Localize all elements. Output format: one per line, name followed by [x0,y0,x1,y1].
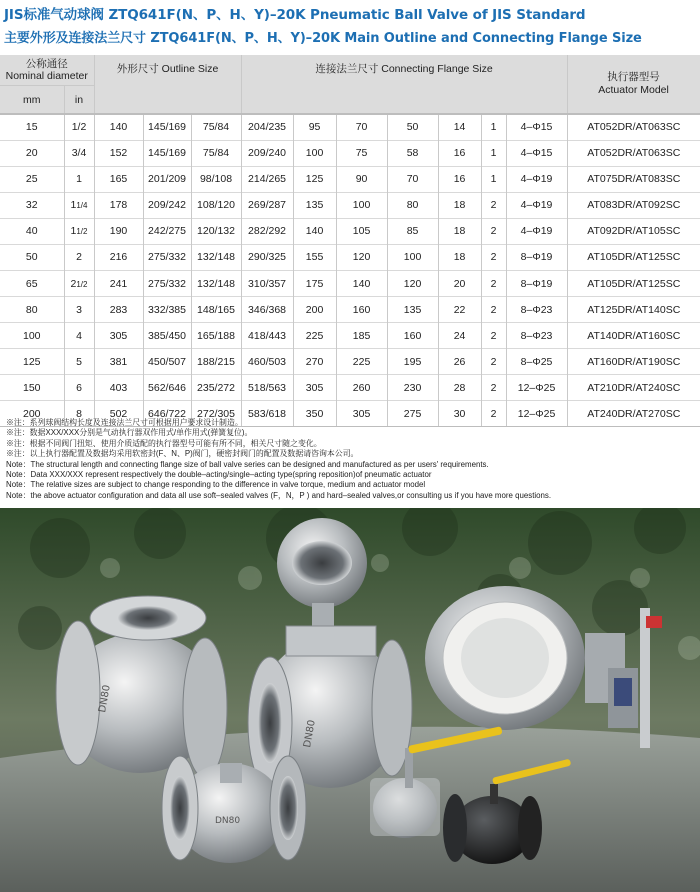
page-title: JIS标准气动球阀 ZTQ641F(N、P、H、Y)–20K Pneumatic Ball Valve of JIS Standard [4,7,586,23]
cell-f: 1 [481,166,506,192]
cell-L2: 75/84 [191,114,241,140]
cell-in: 11/2 [64,218,94,244]
cell-D1: 305 [336,401,387,427]
note-line: Note：The relative sizes are subject to change responding to the difference in valve torque, medium and actuator model [6,480,426,490]
cell-L1: 332/385 [143,297,191,323]
cell-nd: 8–Φ19 [506,270,567,296]
cell-H: 290/325 [241,244,293,270]
cell-in: 8 [64,401,94,427]
cell-L: 241 [94,270,143,296]
cell-D1: 185 [336,323,387,349]
cell-D: 100 [293,140,336,166]
cell-in: 3 [64,297,94,323]
cell-actuator: AT240DR/AT270SC [567,401,700,427]
cell-f: 1 [481,114,506,140]
cell-D: 155 [293,244,336,270]
cell-in: 1/2 [64,114,94,140]
cell-mm: 150 [0,375,64,401]
cell-C: 22 [438,297,481,323]
cell-nd: 4–Φ15 [506,140,567,166]
cell-D: 175 [293,270,336,296]
table-row [0,297,700,323]
cell-D: 270 [293,349,336,375]
cell-D1: 140 [336,270,387,296]
note-line: ※注：数据XXX/XXX分别是气动执行器双作用式/单作用式(弹簧复位)。 [6,428,253,438]
cell-L: 502 [94,401,143,427]
cell-actuator: AT160DR/AT190SC [567,349,700,375]
cell-L2: 132/148 [191,244,241,270]
cell-L2: 98/108 [191,166,241,192]
cell-C: 16 [438,140,481,166]
cell-D2: 85 [387,218,438,244]
cell-D1: 260 [336,375,387,401]
cell-D: 305 [293,375,336,401]
table-row [0,166,700,192]
cell-nd: 8–Φ23 [506,297,567,323]
cell-C: 18 [438,218,481,244]
cell-mm: 15 [0,114,64,140]
cell-D: 140 [293,218,336,244]
cell-D2: 135 [387,297,438,323]
cell-L: 403 [94,375,143,401]
cell-D2: 160 [387,323,438,349]
cell-in: 1 [64,166,94,192]
cell-C: 30 [438,401,481,427]
cell-D: 350 [293,401,336,427]
cell-D: 225 [293,323,336,349]
cell-H: 310/357 [241,270,293,296]
cell-L: 178 [94,192,143,218]
actuator-model-header: 执行器型号 Actuator Model [567,55,700,114]
cell-actuator: AT052DR/AT063SC [567,140,700,166]
stainless-flanged-valve-small [162,756,306,863]
valve-tag: DN80 [97,684,113,714]
cell-mm: 65 [0,270,64,296]
cell-H: 282/292 [241,218,293,244]
cell-L: 140 [94,114,143,140]
cell-D2: 58 [387,140,438,166]
cell-D2: 50 [387,114,438,140]
note-line: Note：The structural length and connecting flange size of ball valve series can be designed and manufactured as per users' requirements. [6,459,489,469]
cell-mm: 20 [0,140,64,166]
cell-nd: 4–Φ19 [506,218,567,244]
cell-H: 460/503 [241,349,293,375]
cell-f: 2 [481,192,506,218]
table-row [0,244,700,270]
valve-tag: DN80 [302,719,318,749]
cell-f: 2 [481,218,506,244]
cell-D1: 100 [336,192,387,218]
col-mm: mm [0,86,64,115]
cell-L2: 148/165 [191,297,241,323]
cell-D: 125 [293,166,336,192]
cell-actuator: AT083DR/AT092SC [567,192,700,218]
table-row [0,270,700,296]
cell-L: 165 [94,166,143,192]
note-line: Note：Data XXX/XXX represent respectively the double–acting/single–acting type(spring reposition)of pneumatic actuator [6,470,432,480]
cell-C: 26 [438,349,481,375]
cell-nd: 8–Φ25 [506,349,567,375]
cell-nd: 8–Φ23 [506,323,567,349]
cell-D2: 195 [387,349,438,375]
note-line: Note：the above actuator configuration and data all use soft–sealed valves (F，N，P ) and hard–sealed valves,or consulting us if you have more questions. [6,490,552,500]
cell-C: 18 [438,192,481,218]
note-line: ※注：系列球阀结构长度及连接法兰尺寸可根据用户要求设计制造。 [6,418,243,427]
cell-f: 2 [481,401,506,427]
cell-L2: 165/188 [191,323,241,349]
valve-tag: DN80 [215,816,241,826]
cell-nd: 4–Φ19 [506,166,567,192]
notes-block [6,418,696,501]
table-row [0,323,700,349]
table-row [0,114,700,140]
cell-f: 2 [481,375,506,401]
cell-L2: 120/132 [191,218,241,244]
cell-L1: 201/209 [143,166,191,192]
cell-mm: 50 [0,244,64,270]
cell-D: 135 [293,192,336,218]
cell-in: 4 [64,323,94,349]
cell-D1: 70 [336,114,387,140]
cell-D1: 160 [336,297,387,323]
note-line: ※注：以上执行器配置及数据均采用软密封(F、N、P)阀门，硬密封阀门的配置及数据请咨询本公司。 [6,449,359,459]
cell-L1: 275/332 [143,270,191,296]
cell-nd: 12–Φ25 [506,375,567,401]
cell-D2: 80 [387,192,438,218]
cell-mm: 25 [0,166,64,192]
outline-size-header: 外形尺寸 Outline Size [94,55,241,114]
cell-nd: 4–Φ15 [506,114,567,140]
cell-in: 5 [64,349,94,375]
cell-L2: 235/272 [191,375,241,401]
cell-H: 209/240 [241,140,293,166]
cell-mm: 125 [0,349,64,375]
cell-D1: 120 [336,244,387,270]
cell-mm: 200 [0,401,64,427]
cell-L1: 275/332 [143,244,191,270]
cell-L: 381 [94,349,143,375]
product-photo [0,508,700,892]
cell-f: 2 [481,323,506,349]
cell-H: 204/235 [241,114,293,140]
table-row [0,375,700,401]
cell-nd: 8–Φ19 [506,244,567,270]
cell-in: 2 [64,244,94,270]
cell-actuator: AT125DR/AT140SC [567,297,700,323]
cell-L2: 272/305 [191,401,241,427]
cell-L: 305 [94,323,143,349]
cell-C: 28 [438,375,481,401]
cell-L2: 108/120 [191,192,241,218]
dimension-table [0,55,700,427]
cell-H: 346/368 [241,297,293,323]
cell-mm: 32 [0,192,64,218]
cell-L1: 646/722 [143,401,191,427]
table-row [0,192,700,218]
cell-mm: 40 [0,218,64,244]
col-in: in [64,86,94,115]
cell-L1: 562/646 [143,375,191,401]
cell-f: 1 [481,140,506,166]
table-row [0,349,700,375]
cell-in: 3/4 [64,140,94,166]
cell-C: 16 [438,166,481,192]
cell-L1: 450/507 [143,349,191,375]
cell-actuator: AT210DR/AT240SC [567,375,700,401]
cell-D2: 70 [387,166,438,192]
cell-f: 2 [481,349,506,375]
cell-L1: 209/242 [143,192,191,218]
cell-L: 190 [94,218,143,244]
cell-mm: 100 [0,323,64,349]
cell-D: 200 [293,297,336,323]
cell-D: 95 [293,114,336,140]
cell-D1: 225 [336,349,387,375]
cell-C: 14 [438,114,481,140]
cell-L1: 385/450 [143,323,191,349]
cell-nd: 4–Φ19 [506,192,567,218]
note-line: ※注：根据不同阀门扭矩、使用介质适配的执行器型号可能有所不同，相关尺寸随之变化。 [6,438,322,448]
cell-actuator: AT075DR/AT083SC [567,166,700,192]
cell-H: 269/287 [241,192,293,218]
table-row [0,140,700,166]
cell-f: 2 [481,270,506,296]
cell-actuator: AT105DR/AT125SC [567,270,700,296]
cell-L: 283 [94,297,143,323]
cell-in: 11/4 [64,192,94,218]
table-row [0,218,700,244]
cell-H: 518/563 [241,375,293,401]
cell-L1: 242/275 [143,218,191,244]
cell-mm: 80 [0,297,64,323]
cell-L1: 145/169 [143,140,191,166]
page-subtitle: 主要外形及连接法兰尺寸 ZTQ641F(N、P、H、Y)–20K Main Outline and Connecting Flange Size [4,31,642,46]
cell-L: 152 [94,140,143,166]
cell-actuator: AT105DR/AT125SC [567,244,700,270]
cell-nd: 12–Φ25 [506,401,567,427]
cell-D1: 75 [336,140,387,166]
cell-C: 18 [438,244,481,270]
cell-L2: 188/215 [191,349,241,375]
cell-D2: 120 [387,270,438,296]
cell-f: 2 [481,244,506,270]
cell-L2: 132/148 [191,270,241,296]
cell-actuator: AT092DR/AT105SC [567,218,700,244]
cell-C: 24 [438,323,481,349]
cell-in: 21/2 [64,270,94,296]
cell-in: 6 [64,375,94,401]
cell-actuator: AT052DR/AT063SC [567,114,700,140]
nominal-diameter-header: 公称通径 Nominal diameter [0,55,94,86]
cell-f: 2 [481,297,506,323]
cell-D2: 275 [387,401,438,427]
cell-D2: 100 [387,244,438,270]
cell-H: 418/443 [241,323,293,349]
cell-L2: 75/84 [191,140,241,166]
cell-H: 214/265 [241,166,293,192]
flange-size-header: 连接法兰尺寸 Connecting Flange Size [241,55,567,114]
cell-L1: 145/169 [143,114,191,140]
cell-D1: 90 [336,166,387,192]
cell-D1: 105 [336,218,387,244]
cell-L: 216 [94,244,143,270]
cell-D2: 230 [387,375,438,401]
cell-C: 20 [438,270,481,296]
cell-actuator: AT140DR/AT160SC [567,323,700,349]
cell-H: 583/618 [241,401,293,427]
